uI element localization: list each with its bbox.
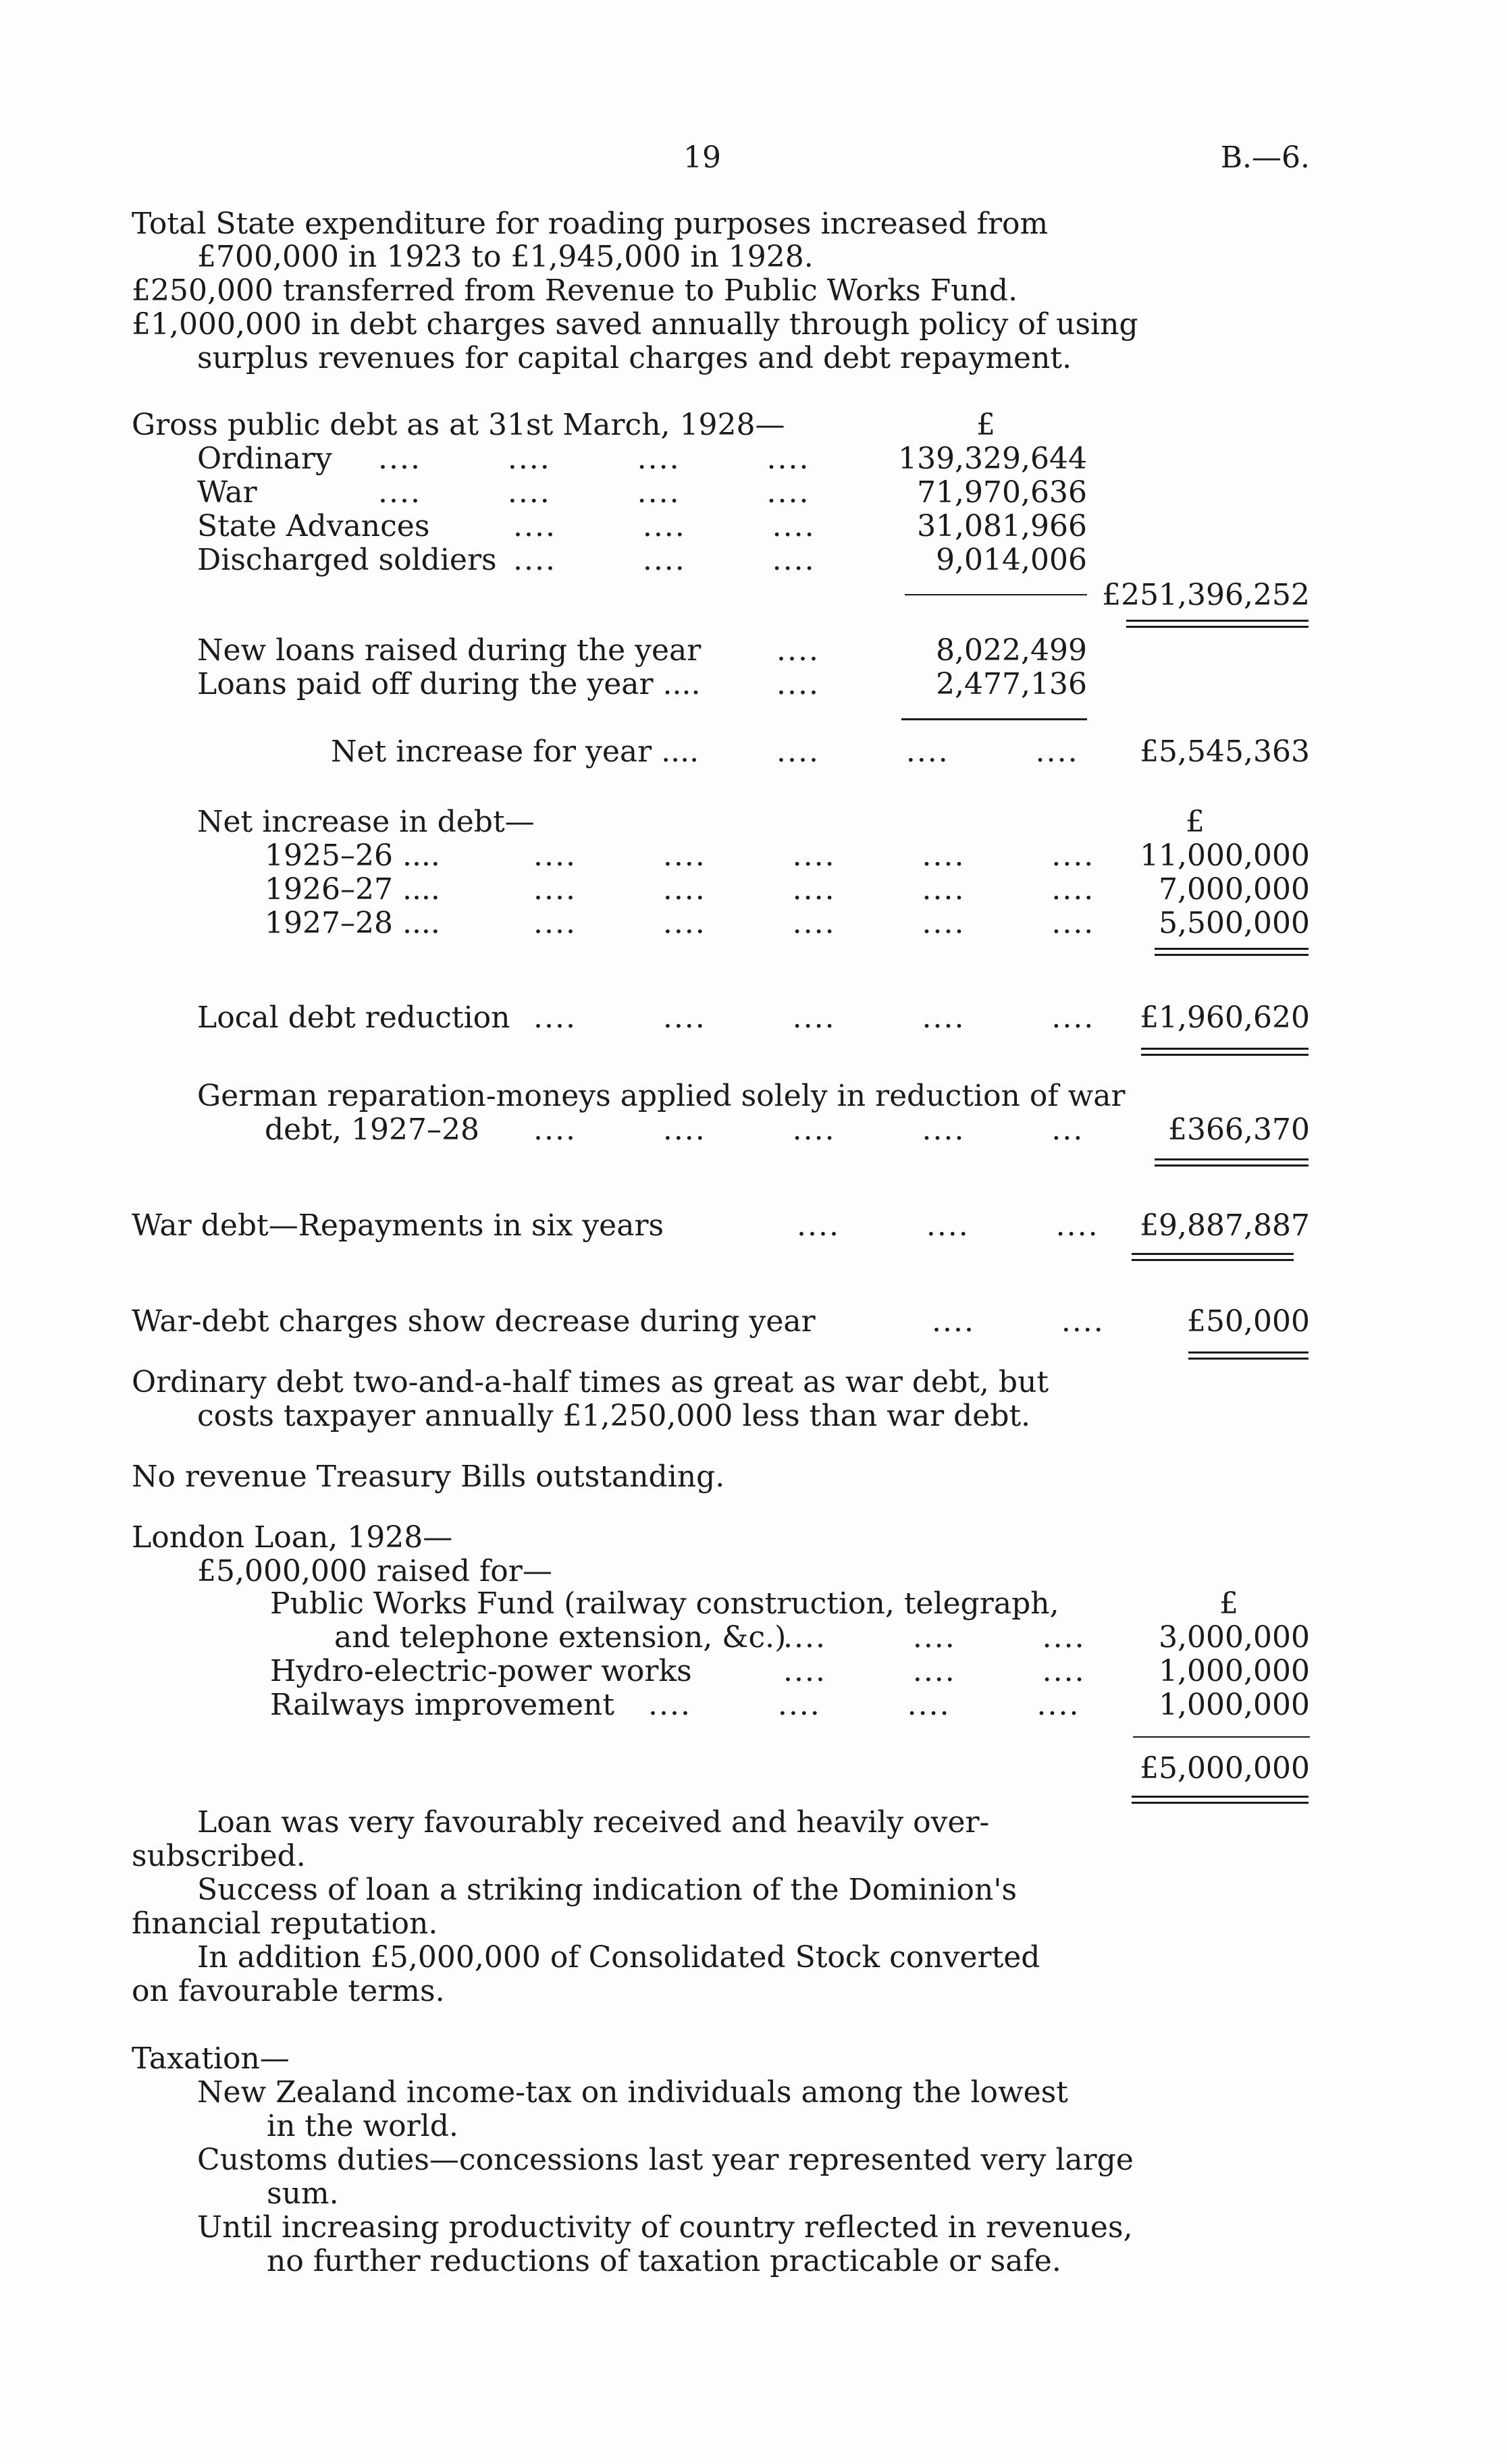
net-increase-currency: £ <box>1186 805 1205 839</box>
public-works-line-2: and telephone extension, &c.) <box>334 1620 787 1655</box>
year-label: 1927–28 .... <box>265 906 440 940</box>
taxation-item-2b: sum. <box>267 2176 339 2211</box>
hydro-label: Hydro-electric-power works <box>270 1654 692 1688</box>
leader-dots: .... .... .... .... .... <box>533 872 1095 907</box>
gross-debt-value: 71,970,636 <box>917 475 1087 510</box>
gross-debt-label: Ordinary <box>197 441 332 476</box>
leader-dots: .... .... .... <box>797 1208 1099 1243</box>
taxation-heading: Taxation— <box>132 2041 290 2076</box>
roading-line-3: £250,000 transferred from Revenue to Public Works Fund. <box>132 273 1018 308</box>
leader-dots: .... .... .... <box>513 509 816 543</box>
reception-line-2b: financial reputation. <box>132 1906 438 1941</box>
public-works-value: 3,000,000 <box>1159 1620 1310 1655</box>
leader-dots: .... .... .... .... <box>378 475 810 510</box>
war-repay-value: £9,887,887 <box>1140 1208 1310 1243</box>
net-increase-debt-heading: Net increase in debt— <box>197 805 535 839</box>
page-number: 19 <box>683 140 721 175</box>
double-rule <box>1188 1351 1308 1360</box>
net-increase-label: Net increase for year .... <box>331 734 699 769</box>
public-works-line-1: Public Works Fund (railway construction, telegraph, <box>270 1586 1059 1621</box>
year-value: 11,000,000 <box>1140 838 1310 873</box>
leader-dots: .... .... .... <box>513 543 816 577</box>
reception-line-1b: subscribed. <box>132 1839 306 1873</box>
roading-line-5: surplus revenues for capital charges and debt repayment. <box>197 341 1072 375</box>
gross-debt-heading: Gross public debt as at 31st March, 1928— <box>132 408 785 442</box>
london-loan-heading: London Loan, 1928— <box>132 1520 453 1555</box>
double-rule <box>1155 948 1308 956</box>
leader-dots: .... .... .... .... .... <box>533 1000 1095 1035</box>
net-increase-value: £5,545,363 <box>1140 734 1310 769</box>
leader-dots: .... .... .... <box>783 1654 1086 1688</box>
london-loan-total: £5,000,000 <box>1140 1751 1310 1786</box>
london-currency: £ <box>1219 1586 1238 1621</box>
roading-line-2: £700,000 in 1923 to £1,945,000 in 1928. <box>197 240 814 274</box>
gross-debt-value: 139,329,644 <box>898 441 1087 476</box>
railways-label: Railways improvement <box>270 1688 614 1722</box>
leader-dots: .... .... .... .... .... <box>533 906 1095 940</box>
german-line-1: German reparation-moneys applied solely in reduction of war <box>197 1079 1126 1113</box>
roading-line-4: £1,000,000 in debt charges saved annually through policy of using <box>132 307 1138 342</box>
leader-dots: .... <box>776 667 820 701</box>
year-value: 5,500,000 <box>1159 906 1310 940</box>
year-label: 1925–26 .... <box>265 838 440 873</box>
ordinary-line-1: Ordinary debt two-and-a-half times as great as war debt, but <box>132 1365 1049 1399</box>
war-repay-label: War debt—Repayments in six years <box>132 1208 664 1243</box>
gross-debt-value: 31,081,966 <box>917 509 1087 543</box>
leader-dots: .... <box>776 633 820 668</box>
taxation-item-3b: no further reductions of taxation practicable or safe. <box>267 2244 1061 2278</box>
document-reference: B.—6. <box>1220 140 1310 175</box>
gross-debt-label: Discharged soldiers <box>197 543 497 577</box>
reception-line-3a: In addition £5,000,000 of Consolidated Stock converted <box>197 1940 1040 1975</box>
leader-dots: .... .... .... .... <box>648 1688 1080 1722</box>
loan-label: New loans raised during the year <box>197 633 702 668</box>
gross-debt-total: £251,396,252 <box>1102 578 1310 612</box>
loan-label: Loans paid off during the year .... <box>197 667 701 701</box>
subtotal-rule <box>905 594 1087 595</box>
treasury-bills-note: No revenue Treasury Bills outstanding. <box>132 1459 725 1494</box>
hydro-value: 1,000,000 <box>1159 1654 1310 1688</box>
railways-value: 1,000,000 <box>1159 1688 1310 1722</box>
german-value: £366,370 <box>1168 1113 1310 1147</box>
london-loan-sub: £5,000,000 raised for— <box>197 1554 552 1588</box>
leader-dots: .... .... .... .... ... <box>533 1113 1084 1147</box>
roading-line-1: Total State expenditure for roading purposes increased from <box>132 207 1049 241</box>
gross-debt-currency: £ <box>976 408 995 442</box>
leader-dots: .... .... <box>932 1304 1105 1339</box>
gross-debt-value: 9,014,006 <box>936 543 1087 577</box>
double-rule <box>1132 1253 1294 1261</box>
year-label: 1926–27 .... <box>265 872 440 907</box>
reception-line-3b: on favourable terms. <box>132 1974 445 2008</box>
gross-debt-label: State Advances <box>197 509 430 543</box>
local-debt-value: £1,960,620 <box>1140 1000 1310 1035</box>
year-value: 7,000,000 <box>1159 872 1310 907</box>
taxation-item-1a: New Zealand income-tax on individuals among the lowest <box>197 2075 1068 2110</box>
war-charges-label: War-debt charges show decrease during year <box>132 1304 816 1339</box>
loan-value: 8,022,499 <box>936 633 1087 668</box>
taxation-item-1b: in the world. <box>267 2109 458 2143</box>
taxation-item-2a: Customs duties—concessions last year represented very large <box>197 2143 1134 2177</box>
local-debt-label: Local debt reduction <box>197 1000 510 1035</box>
reception-line-1a: Loan was very favourably received and heavily over- <box>197 1805 990 1840</box>
subtotal-rule <box>1133 1736 1310 1738</box>
ordinary-line-2: costs taxpayer annually £1,250,000 less than war debt. <box>197 1399 1031 1433</box>
double-rule <box>1132 1796 1308 1804</box>
leader-dots: .... .... .... .... .... <box>533 838 1095 873</box>
taxation-item-3a: Until increasing productivity of country reflected in revenues, <box>197 2210 1133 2245</box>
leader-dots: .... .... .... <box>783 1620 1086 1655</box>
loan-value: 2,477,136 <box>936 667 1087 701</box>
leader-dots: .... .... .... <box>776 734 1079 769</box>
leader-dots: .... .... .... .... <box>378 441 810 476</box>
double-rule <box>1126 620 1308 628</box>
double-rule <box>1155 1158 1308 1167</box>
german-line-2: debt, 1927–28 <box>265 1113 479 1147</box>
gross-debt-label: War <box>197 475 257 510</box>
subtotal-rule <box>901 718 1087 720</box>
war-charges-value: £50,000 <box>1187 1304 1310 1339</box>
double-rule <box>1141 1048 1308 1056</box>
reception-line-2a: Success of loan a striking indication of the Dominion's <box>197 1873 1017 1907</box>
